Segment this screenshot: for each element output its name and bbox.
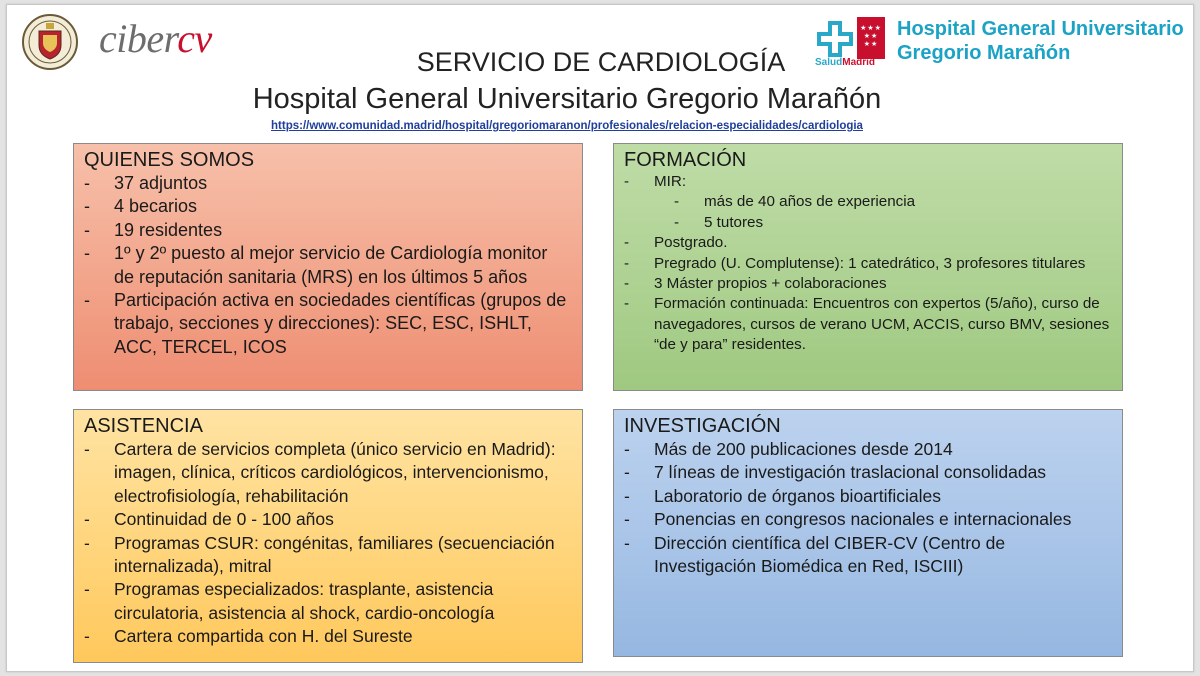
quienes-somos-heading: QUIENES SOMOS <box>84 149 255 171</box>
list-item: - Formación continuada: Encuentros con expertos (5/año), curso de navegadores, cursos de verano UCM, ACCIS, curso BMV, sesiones “de y para” residentes. <box>624 294 1112 355</box>
slide <box>6 4 1194 672</box>
sub-list-item: - 5 tutores <box>624 213 1112 233</box>
list-item: - 1º y 2º puesto al mejor servicio de Cardiología monitor de reputación sanitaria (MRS) en los últimos 5 años <box>84 242 572 289</box>
madrid-text: Madrid <box>842 57 876 68</box>
hospital-name-line1: Hospital General Universitario <box>897 18 1184 40</box>
hospital-name-line2: Gregorio Marañón <box>897 42 1071 64</box>
ciber-logo-text: ciber <box>99 16 178 61</box>
cv-logo-text: cv <box>177 16 212 61</box>
investigacion-box <box>613 409 1123 657</box>
sub-list-item: - más de 40 años de experiencia <box>624 192 1112 212</box>
service-url-link[interactable]: https://www.comunidad.madrid/hospital/gregoriomaranon/profesionales/relacion-especialidades/cardiologia <box>271 120 863 132</box>
list-item: - Programas CSUR: congénitas, familiares (secuenciación internalizada), mitral <box>84 532 572 579</box>
list-item: - 7 líneas de investigación traslacional consolidadas <box>624 461 1112 484</box>
list-item: - Participación activa en sociedades científicas (grupos de trabajo, secciones y direcciones): SEC, ESC, ISHLT, ACC, TERCEL, ICOS <box>84 289 572 359</box>
list-item: - Postgrado. <box>624 233 1112 253</box>
list-item: - 4 becarios <box>84 195 572 218</box>
quienes-somos-box <box>73 143 583 391</box>
list-item: - MIR: <box>624 172 1112 192</box>
investigacion-heading: INVESTIGACIÓN <box>624 415 781 437</box>
list-item: - Dirección científica del CIBER-CV (Centro de Investigación Biomédica en Red, ISCIII) <box>624 532 1112 579</box>
list-item: - 3 Máster propios + colaboraciones <box>624 274 1112 294</box>
list-item: - Ponencias en congresos nacionales e internacionales <box>624 508 1112 531</box>
list-item: - Programas especializados: trasplante, asistencia circulatoria, asistencia al shock, cardio-oncología <box>84 578 572 625</box>
madrid-flag-icon: ★★★ ★★ ★★ <box>857 17 885 59</box>
list-item: - Laboratorio de órganos bioartificiales <box>624 485 1112 508</box>
list-item: - Continuidad de 0 - 100 años <box>84 508 572 531</box>
formacion-heading: FORMACIÓN <box>624 149 747 171</box>
list-item: - 19 residentes <box>84 219 572 242</box>
list-item: - Pregrado (U. Complutense): 1 catedrático, 3 profesores titulares <box>624 254 1112 274</box>
salud-text: Salud <box>815 57 843 68</box>
list-item: - Cartera de servicios completa (único servicio en Madrid): imagen, clínica, críticos cardiológicos, intervencionismo, electrofisiología, rehabilitación <box>84 438 572 508</box>
page-title: SERVICIO DE CARDIOLOGÍA <box>416 47 786 77</box>
asistencia-heading: ASISTENCIA <box>84 415 203 437</box>
page-subtitle: Hospital General Universitario Gregorio Marañón <box>252 83 882 115</box>
list-item: - Más de 200 publicaciones desde 2014 <box>624 438 1112 461</box>
formacion-box <box>613 143 1123 391</box>
list-item: - 37 adjuntos <box>84 172 572 195</box>
list-item: - Cartera compartida con H. del Sureste <box>84 625 572 648</box>
asistencia-box <box>73 409 583 663</box>
